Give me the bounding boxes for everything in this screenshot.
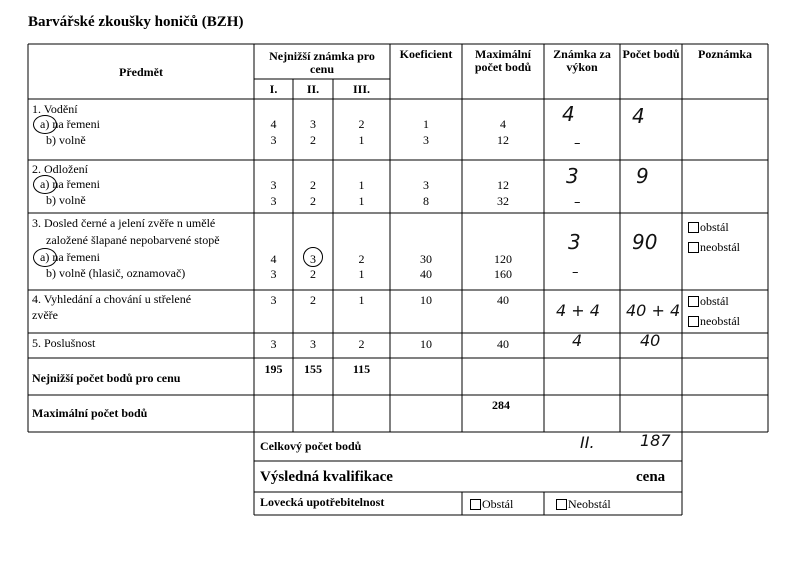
- row3-label-2: založené šlapané nepobarvené stopě: [46, 233, 220, 247]
- row3-a-koef: 30: [420, 252, 432, 266]
- row1-a-max: 4: [500, 117, 506, 131]
- circle-mark: [33, 248, 57, 267]
- row1-znamka-a[interactable]: 4: [562, 102, 575, 126]
- row4-max: 40: [497, 293, 509, 307]
- form-title: Barvářské zkoušky honičů (BZH): [28, 14, 244, 30]
- celkovy-body[interactable]: 187: [640, 431, 671, 450]
- row4-grade3: 1: [358, 293, 365, 307]
- row1-b-grade1: 3: [270, 133, 277, 147]
- row1-label: 1. Vodění: [32, 102, 78, 116]
- row3-b-grade1: 3: [270, 267, 277, 281]
- row5-grade3: 2: [358, 337, 365, 351]
- row5-body[interactable]: 40: [640, 331, 661, 350]
- row4-body[interactable]: 40 + 4: [626, 301, 681, 320]
- lovecka-label: Lovecká upotřebitelnost: [260, 495, 385, 509]
- row5-label: 5. Poslušnost: [32, 336, 96, 350]
- row3-note-obstal-label: obstál: [700, 220, 729, 234]
- row1-b-max: 12: [497, 133, 509, 147]
- row4-label-1: 4. Vyhledání a chování u střelené: [32, 292, 192, 306]
- vysledna-value: cena: [636, 469, 666, 485]
- row3-b-koef: 40: [420, 267, 432, 281]
- header-predmet: Předmět: [119, 65, 163, 79]
- row2-a-label: a) na řemeni: [40, 177, 100, 191]
- row2-body[interactable]: 9: [636, 164, 649, 188]
- lovecka-neobstal-label: Neobstál: [568, 497, 611, 511]
- celkovy-label: Celkový počet bodů: [260, 439, 362, 453]
- min-total-grade2: 155: [304, 362, 322, 376]
- row4-koef: 10: [420, 293, 432, 307]
- header-grade-1: I.: [269, 82, 278, 96]
- row3-a-label: a) na řemeni: [40, 250, 100, 264]
- row4-note-neobstal-label: neobstál: [700, 314, 740, 328]
- row1-b-label: b) volně: [46, 133, 86, 147]
- lovecka-obstal-label: Obstál: [482, 497, 514, 511]
- row5-znamka[interactable]: 4: [572, 331, 583, 350]
- row2-b-koef: 8: [423, 194, 429, 208]
- row4-grade2: 2: [310, 293, 316, 307]
- row4-znamka[interactable]: 4 + 4: [556, 301, 600, 320]
- header-grade-2: II.: [306, 82, 320, 96]
- checkbox-icon[interactable]: [688, 242, 699, 253]
- row2-a-grade1: 3: [270, 178, 277, 192]
- row5-grade2: 3: [310, 337, 316, 351]
- header-poznamka: Poznámka: [698, 47, 752, 61]
- row2-b-grade2: 2: [310, 194, 316, 208]
- checkbox-icon[interactable]: [688, 222, 699, 233]
- row3-b-max: 160: [494, 267, 512, 281]
- row1-b-grade2: 2: [310, 133, 316, 147]
- header-max-body: Maximální počet bodů: [474, 47, 532, 74]
- row5-koef: 10: [420, 337, 432, 351]
- max-total-value: 284: [492, 398, 510, 412]
- row1-a-koef: 1: [423, 117, 429, 131]
- celkovy-cena[interactable]: II.: [580, 433, 595, 452]
- row1-a-grade3: 2: [358, 117, 365, 131]
- row1-a-grade2: 3: [310, 117, 316, 131]
- min-total-grade1: 195: [264, 362, 283, 376]
- row3-a-grade3: 2: [358, 252, 365, 266]
- row5-max: 40: [497, 337, 509, 351]
- row5-grade1: 3: [270, 337, 277, 351]
- row3-a-max: 120: [494, 252, 512, 266]
- vysledna-label: Výsledná kvalifikace: [260, 469, 393, 485]
- min-total-grade3: 115: [352, 362, 371, 376]
- row3-note-neobstal[interactable]: [688, 241, 740, 254]
- min-total-label: Nejnižší počet bodů pro cenu: [32, 371, 181, 385]
- circle-mark: [33, 115, 57, 134]
- header-koeficient: Koeficient: [399, 47, 453, 61]
- row2-a-koef: 3: [423, 178, 429, 192]
- row3-b-grade3: 1: [358, 267, 365, 281]
- row4-grade1: 3: [270, 293, 277, 307]
- row3-znamka-b[interactable]: –: [572, 265, 579, 280]
- max-total-label: Maximální počet bodů: [32, 406, 148, 420]
- checkbox-icon[interactable]: [688, 316, 699, 327]
- row2-a-grade2: 2: [310, 178, 316, 192]
- row1-a-label: a) na řemeni: [40, 117, 100, 131]
- row1-a-grade1: 4: [270, 117, 277, 131]
- row3-b-label: b) volně (hlasič, oznamovač): [46, 266, 186, 280]
- row2-label: 2. Odložení: [32, 162, 88, 176]
- row2-a-grade3: 1: [358, 178, 365, 192]
- row4-note-neobstal[interactable]: [688, 315, 740, 328]
- row3-a-grade1: 4: [270, 252, 277, 266]
- header-grade-3: III.: [352, 82, 370, 96]
- row4-note-obstal[interactable]: [688, 295, 729, 308]
- checkbox-icon[interactable]: [688, 296, 699, 307]
- row2-b-label: b) volně: [46, 193, 86, 207]
- row1-znamka-b[interactable]: –: [574, 136, 581, 151]
- row3-b-grade2: 2: [310, 267, 316, 281]
- row2-znamka-a[interactable]: 3: [566, 164, 579, 188]
- row2-znamka-b[interactable]: –: [574, 195, 581, 210]
- row1-b-grade3: 1: [358, 133, 365, 147]
- lovecka-neobstal[interactable]: [556, 498, 611, 511]
- header-znamka: Známka za výkon: [553, 47, 611, 74]
- row3-body[interactable]: 90: [632, 230, 658, 254]
- row4-label-2: zvěře: [32, 308, 58, 322]
- row2-b-max: 32: [497, 194, 509, 208]
- row3-label-1: 3. Dosled černé a jelení zvěře n umělé: [32, 216, 216, 230]
- row3-a-grade2: 3: [310, 252, 316, 266]
- checkbox-icon[interactable]: [556, 499, 567, 510]
- row3-znamka-a[interactable]: 3: [568, 230, 581, 254]
- row1-body[interactable]: 4: [632, 104, 645, 128]
- circle-mark: [303, 247, 323, 267]
- row2-a-max: 12: [497, 178, 509, 192]
- header-nejnizsi: Nejnižší známka pro cenu: [269, 49, 375, 76]
- row3-note-neobstal-label: neobstál: [700, 240, 740, 254]
- header-pocet: Počet bodů: [622, 47, 680, 61]
- row2-b-grade3: 1: [358, 194, 365, 208]
- row4-note-obstal-label: obstál: [700, 294, 729, 308]
- circle-mark: [33, 175, 57, 194]
- lovecka-obstal[interactable]: [470, 498, 513, 511]
- checkbox-icon[interactable]: [470, 499, 481, 510]
- row1-b-koef: 3: [423, 133, 429, 147]
- row2-b-grade1: 3: [270, 194, 277, 208]
- row3-note-obstal[interactable]: [688, 221, 729, 234]
